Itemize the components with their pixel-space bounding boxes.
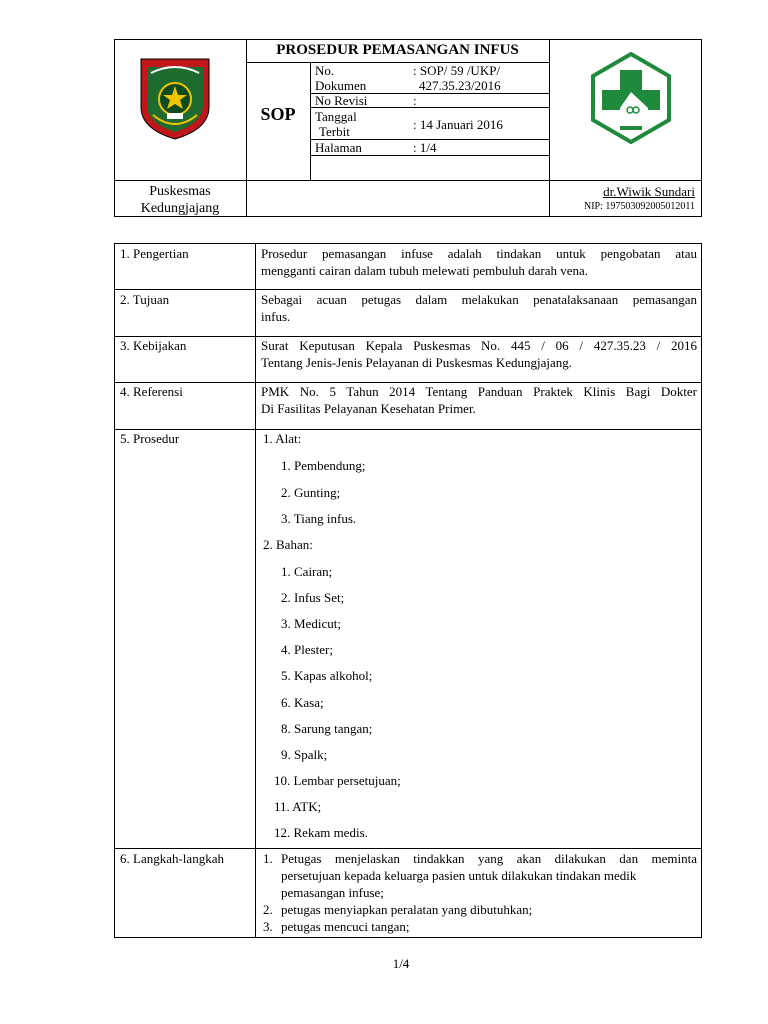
pengertian-line-1: Prosedur pemasangan infuse adalah tindakan untuk pengobatan atau <box>261 246 697 261</box>
bahan-item: 5. Kapas alkohol; <box>281 668 373 684</box>
langkah-step-number: 1. <box>263 851 273 866</box>
field-no-revisi-label: No Revisi <box>315 93 368 108</box>
langkah-step-text: Petugas menjelaskan tindakkan yang akan dilakukan dan meminta <box>281 851 697 866</box>
document-title: PROSEDUR PEMASANGAN INFUS <box>276 42 519 58</box>
section-label-langkah: 6. Langkah-langkah <box>120 851 224 866</box>
referensi-line-2: Di Fasilitas Pelayanan Kesehatan Primer. <box>261 401 476 416</box>
alat-item: 1. Pembendung; <box>281 458 366 473</box>
alat-item: 2. Gunting; <box>281 484 341 500</box>
kebijakan-line-2: Tentang Jenis-Jenis Pelayanan di Puskesmas Kedungjajang. <box>261 355 573 370</box>
org-name-line2: Kedungjajang <box>140 201 220 216</box>
section-label-referensi: 4. Referensi <box>120 384 183 399</box>
tujuan-line-2: infus. <box>261 309 291 324</box>
bahan-item: 9. Spalk; <box>281 746 328 762</box>
field-tanggal-label-1: Tanggal <box>315 109 357 124</box>
bahan-item: 6. Kasa; <box>281 694 324 710</box>
field-tanggal-value: : 14 Januari 2016 <box>413 117 503 132</box>
section-label-pengertian: 1. Pengertian <box>120 246 189 261</box>
field-halaman-label: Halaman <box>315 140 362 155</box>
referensi-line-1: PMK No. 5 Tahun 2014 Tentang Panduan Praktek Klinis Bagi Dokter <box>261 384 697 399</box>
langkah-step-text: petugas mencuci tangan; <box>281 919 410 934</box>
bahan-item: 3. Medicut; <box>281 616 341 632</box>
langkah-step-text: pemasangan infuse; <box>281 885 384 900</box>
puskesmas-logo <box>590 52 672 144</box>
bahan-item: 2. Infus Set; <box>281 590 345 606</box>
sop-label: SOP <box>260 104 296 124</box>
field-no-dokumen-label-2: Dokumen <box>315 78 367 93</box>
signer-nip: NIP: 197503092005012011 <box>583 201 695 212</box>
org-name-line1: Puskesmas <box>149 184 211 199</box>
field-no-dokumen-value-1: : SOP/ 59 /UKP/ <box>413 63 501 78</box>
alat-item: 3. Tiang infus. <box>281 511 357 526</box>
signer-name: dr.Wiwik Sundari <box>603 184 695 199</box>
alat-heading: 1. Alat: <box>263 431 302 446</box>
bahan-heading: 2. Bahan: <box>263 537 313 552</box>
kebijakan-line-1: Surat Keputusan Kepala Puskesmas No. 445 / 06 / 427.35.23 / 2016 <box>261 338 697 353</box>
bahan-item: 4. Plester; <box>281 642 333 658</box>
pengertian-line-2: mengganti cairan dalam tubuh melewati pembuluh darah vena. <box>261 263 589 278</box>
bahan-item: 1. Cairan; <box>281 564 333 579</box>
field-no-dokumen-label-1: No. <box>315 63 335 78</box>
tujuan-line-1: Sebagai acuan petugas dalam melakukan penatalaksanaan pemasangan <box>261 292 697 307</box>
page-number: 1/4 <box>392 956 410 971</box>
field-no-dokumen-value-2: 427.35.23/2016 <box>419 78 501 93</box>
section-label-kebijakan: 3. Kebijakan <box>120 338 187 353</box>
section-label-tujuan: 2. Tujuan <box>120 292 170 307</box>
langkah-step-text: persetujuan kepada keluarga pasien untuk dilakukan tindakan medik <box>281 868 637 883</box>
bahan-item: 12. Rekam medis. <box>274 825 368 840</box>
bahan-item: 10. Lembar persetujuan; <box>274 772 401 788</box>
kabupaten-lumajang-logo <box>137 55 213 141</box>
bahan-item: 11. ATK; <box>274 798 322 814</box>
field-tanggal-label-2: Terbit <box>319 124 350 139</box>
langkah-step-number: 3. <box>263 919 273 934</box>
field-halaman-value: : 1/4 <box>413 140 437 155</box>
langkah-step-number: 2. <box>263 902 273 917</box>
field-no-revisi-value: : <box>413 93 417 108</box>
langkah-step-text: petugas menyiapkan peralatan yang dibutuhkan; <box>281 902 533 917</box>
section-label-prosedur: 5. Prosedur <box>120 431 180 446</box>
bahan-item: 8. Sarung tangan; <box>281 720 373 736</box>
